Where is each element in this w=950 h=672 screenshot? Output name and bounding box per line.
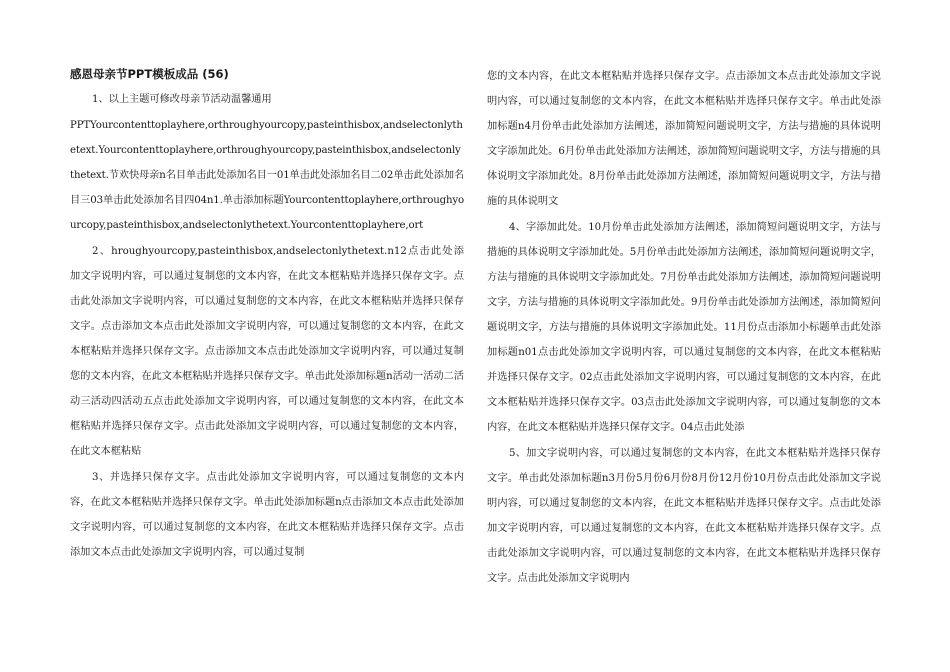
right-column xyxy=(487,64,881,592)
paragraph-5: 5、加文字说明内容，可以通过复制您的文本内容，在此文本框粘贴并选择只保存文字。单击此处添加标题n3月份5月份6月份8月份12月份10月份点击此处添加文字说明内容，可以通过复制您的文本内容，在此文本框粘贴并选择只保存文字。点击此处添加文字说明内容，可以通过复制您的文本内容，在此文本框粘贴并选择只保存文字。点击此处添加文字说明内容，可以通过复制您的文本内容，在此文本框粘贴并选择只保存文字。点击此处添加文字说明内 xyxy=(487,448,881,584)
paragraph-2: 2、hroughyourcopy,pasteinthisbox,andselectonlythetext.n12点击此处添加文字说明内容，可以通过复制您的文本内容，在此文本框粘贴并选择只保存文字。点击此处添加文字说明内容，可以通过复制您的文本内容，在此文本框粘贴并选择只保存文字。点击添加文本点击此处添加文字说明内容，可以通过复制您的文本内容，在此文本框粘贴并选择只保存文字。点击添加文本点击此处添加文字说明内容，可以通过复制您的文本内容，在此文本框粘贴并选择只保存文字。单击此处添加标题n活动一活动二活动三活动四活动五点击此处添加文字说明内容，可以通过复制您的文本内容，在此文本框粘贴并选择只保存文字。点击此处添加文字说明内容，可以通过复制您的文本内容，在此文本框粘贴 xyxy=(70,246,464,457)
paragraph-1: 1、以上主题可修改母亲节活动温馨通用 xyxy=(92,94,272,105)
document-title: 感恩母亲节PPT模板成品 (56) xyxy=(70,67,229,81)
paragraph-3-continued: 您的文本内容，在此文本框粘贴并选择只保存文字。点击添加文本点击此处添加文字说明内容，可以通过复制您的文本内容，在此文本框粘贴并选择只保存文字。单击此处添加标题n4月份单击此处添加方法阐述，添加简短问题说明文字，方法与措施的具体说明文字添加此处。6月份单击此处添加方法阐述，添加简短问题说明文字，方法与措施的具体说明文字添加此处。8月份单击此处添加方法阐述，添加简短问题说明文字，方法与措施的具体说明文 xyxy=(487,71,881,207)
paragraph-1-continued: PPTYourcontenttoplayhere,orthroughyourcopy,pasteinthisbox,andselectonlythetext.Yourcontenttoplayhere,orthroughyourcopy,pasteinthisbox,andselectonlythetext.节欢快母亲n名目单击此处添加名目一01单击此处添加名目二02单击此处添加名目三03单击此处添加名目四04n1.单击添加标题Yourcontenttoplayhere,orthroughyourcopy,pasteinthisbox,andselectonlythetext.Yourcontenttoplayhere,ort xyxy=(70,120,464,231)
left-column xyxy=(70,64,464,566)
paragraph-4: 4、字添加此处。10月份单击此处添加方法阐述，添加简短问题说明文字，方法与措施的具体说明文字添加此处。5月份单击此处添加方法阐述，添加简短问题说明文字，方法与措施的具体说明文字添加此处。7月份单击此处添加方法阐述，添加简短问题说明文字，方法与措施的具体说明文字添加此处。9月份单击此处添加方法阐述，添加简短问题说明文字，方法与措施的具体说明文字添加此处。11月份点击添加小标题单击此处添加标题n01点击此处添加文字说明内容，可以通过复制您的文本内容，在此文本框粘贴并选择只保存文字。02点击此处添加文字说明内容，可以通过复制您的文本内容，在此文本框粘贴并选择只保存文字。03点击此处添加文字说明内容，可以通过复制您的文本内容，在此文本框粘贴并选择只保存文字。04点击此处添 xyxy=(487,222,881,433)
paragraph-3: 3、并选择只保存文字。点击此处添加文字说明内容，可以通过复制您的文本内容，在此文本框粘贴并选择只保存文字。单击此处添加标题n点击添加文本点击此处添加文字说明内容，可以通过复制您的文本内容，在此文本框粘贴并选择只保存文字。点击添加文本点击此处添加文字说明内容，可以通过复制 xyxy=(70,472,464,558)
